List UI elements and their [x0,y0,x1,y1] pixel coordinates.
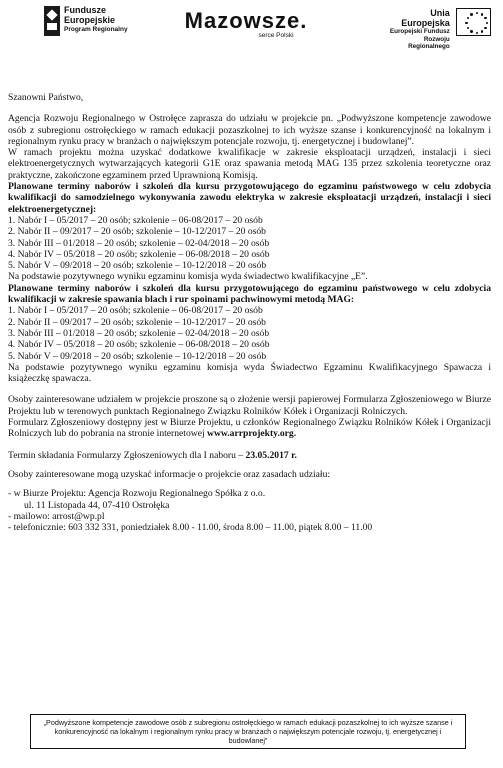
fe-emblem-icon [44,6,60,36]
section1-list [8,215,491,271]
section2-list [8,305,491,361]
unia-europejska-logo [388,8,491,51]
list-item: 1. Nabór I – 05/2017 – 20 osób; szkolenie – 06-08/2017 – 20 osób [8,305,263,317]
ue-sub1: Europejski Fundusz [389,28,450,35]
section2-title: Planowane terminy naborów i szkoleń dla kursu przygotowującego do egzaminu państwowego w celu zdobycia kwalifikacji w zakresie spawania blach i rur spoinami pachwinowymi metodą MAG: [8,282,491,306]
deadline-date: 23.05.2017 r. [245,449,297,461]
apply-paragraph-2 [8,417,491,440]
ue-sub2: Rozwoju Regionalnego [408,35,450,50]
fundusze-europejskie-logo [44,6,128,36]
list-item: 3. Nabór III – 01/2018 – 20 osób; szkolenie – 02-04/2018 – 20 osób [8,327,270,339]
list-item: 4. Nabór IV – 05/2018 – 20 osób; szkolenie – 06-08/2018 – 20 osób [8,339,270,351]
ue-title: Unia Europejska [401,8,450,28]
mazowsze-wordmark: Mazowsze. [184,8,308,33]
list-item: 1. Nabór I – 05/2017 – 20 osób; szkolenie – 06-08/2017 – 20 osób [8,214,263,226]
contact-phone: - telefonicznie: 603 332 331, poniedziałek 8.00 - 11.00, środa 8.00 – 11.00, piątek 8.00 – 11.00 [8,522,373,534]
project-footer-box: „Podwyższone kompetencje zawodowe osób z subregionu ostrołęckiego w ramach edukacji pozaszkolnej to ich wyższe szanse i konkurencyjność na lokalnym i regionalnym rynku pracy w branżach o największym potencjale rozwoju, tj. energetycznej i budowlanej” [30,714,466,749]
intro-paragraph-2: W ramach projektu można uzyskać dodatkowe kwalifikacje w zakresie eksploatacji urządzeń, instalacji i sieci elektroenergetycznych wytwarzających kategorii G1E oraz spawania metodą MAG 135 przez szkolenia teoretyczne oraz praktyczne, zakończone egzaminem przed Uprawnioną Komisją. [8,147,491,181]
section1-title: Planowane terminy naborów i szkoleń dla kursu przygotowującego do egzaminu państwowego w celu zdobycia kwalifikacji do samodzielnego wykonywania zawodu elektryka w zakresie eksploatacji urządzeń, instalacji i sieci elektroenergetycznej: [8,181,491,215]
fe-line1: Fundusze [64,5,106,15]
deadline-line [8,450,491,461]
list-item: 2. Nabór II – 09/2017 – 20 osób; szkolenie – 10-12/2017 – 20 osób [8,316,266,328]
list-item: 5. Nabór V – 09/2018 – 20 osób; szkolenie – 10-12/2018 – 20 osób [8,260,267,272]
list-item: 4. Nabór IV – 05/2018 – 20 osób; szkolenie – 06-08/2018 – 20 osób [8,248,270,260]
fe-line3: Program Regionalny [64,26,128,33]
fe-line2: Europejskie [64,14,116,25]
list-item: 3. Nabór III – 01/2018 – 20 osób; szkolenie – 02-04/2018 – 20 osób [8,237,270,249]
mazowsze-tagline: serce Polski [258,32,294,39]
section2-note: Na podstawie pozytywnego wyniku egzaminu komisja wyda Świadectwo Egzaminu Kwalifikacyjnego Spawacza i książeczkę spawacza. [8,361,491,385]
contact-office: - w Biurze Projektu: Agencja Rozwoju Regionalnego Spółka z o.o. [8,488,266,500]
contact-address: ul. 11 Listopada 44, 07-410 Ostrołęka [24,499,170,511]
contact-mail: - mailowo: arrost@wp.pl [8,510,105,522]
mazowsze-logo [176,10,316,40]
section1-note: Na podstawie pozytywnego wyniku egzaminu komisja wyda świadectwo kwalifikacyjne „E”. [8,271,368,283]
apply-text: Formularz Zgłoszeniowy dostępny jest w Biurze Projektu, u członków Regionalnego Związku Rolników Kółek i Organizacji Rolniczych lub do pobrania na stronie internetowej [8,417,491,440]
greeting: Szanowni Państwo, [8,92,84,103]
deadline-text: Termin składania Formularzy Zgłoszeniowych dla I naboru – [8,449,246,461]
header-logos [8,0,491,62]
apply-paragraph: Osoby zainteresowane udziałem w projekcie proszone są o złożenie wersji papierowej Formularza Zgłoszeniowego w Biurze Projektu lub w terenowych punktach Regionalnego Związku Rolników Kółek i Organizacji Rolniczych. [8,394,491,417]
contact-list [8,488,491,533]
intro-paragraph: Agencja Rozwoju Regionalnego w Ostrołęce zaprasza do udziału w projekcie pn. „Podwyższone kompetencje zawodowe osób z subregionu ostrołęckiego w ramach edukacji pozaszkolnej to ich wyższe szanse i konkurencyjność na lokalnym i regionalnym rynku pracy w branżach o największym potencjale rozwoju, tj. energetycznej i budowlanej”. [8,113,491,147]
website-link[interactable]: www.arrprojekty.org. [207,428,297,440]
info-line: Osoby zainteresowane mogą uzyskać informacje o projekcie oraz zasadach udziału: [8,468,331,480]
eu-flag-icon [456,8,491,36]
list-item: 5. Nabór V – 09/2018 – 20 osób; szkolenie – 10-12/2018 – 20 osób [8,350,267,362]
list-item: 2. Nabór II – 09/2017 – 20 osób; szkolenie – 10-12/2017 – 20 osób [8,226,266,238]
